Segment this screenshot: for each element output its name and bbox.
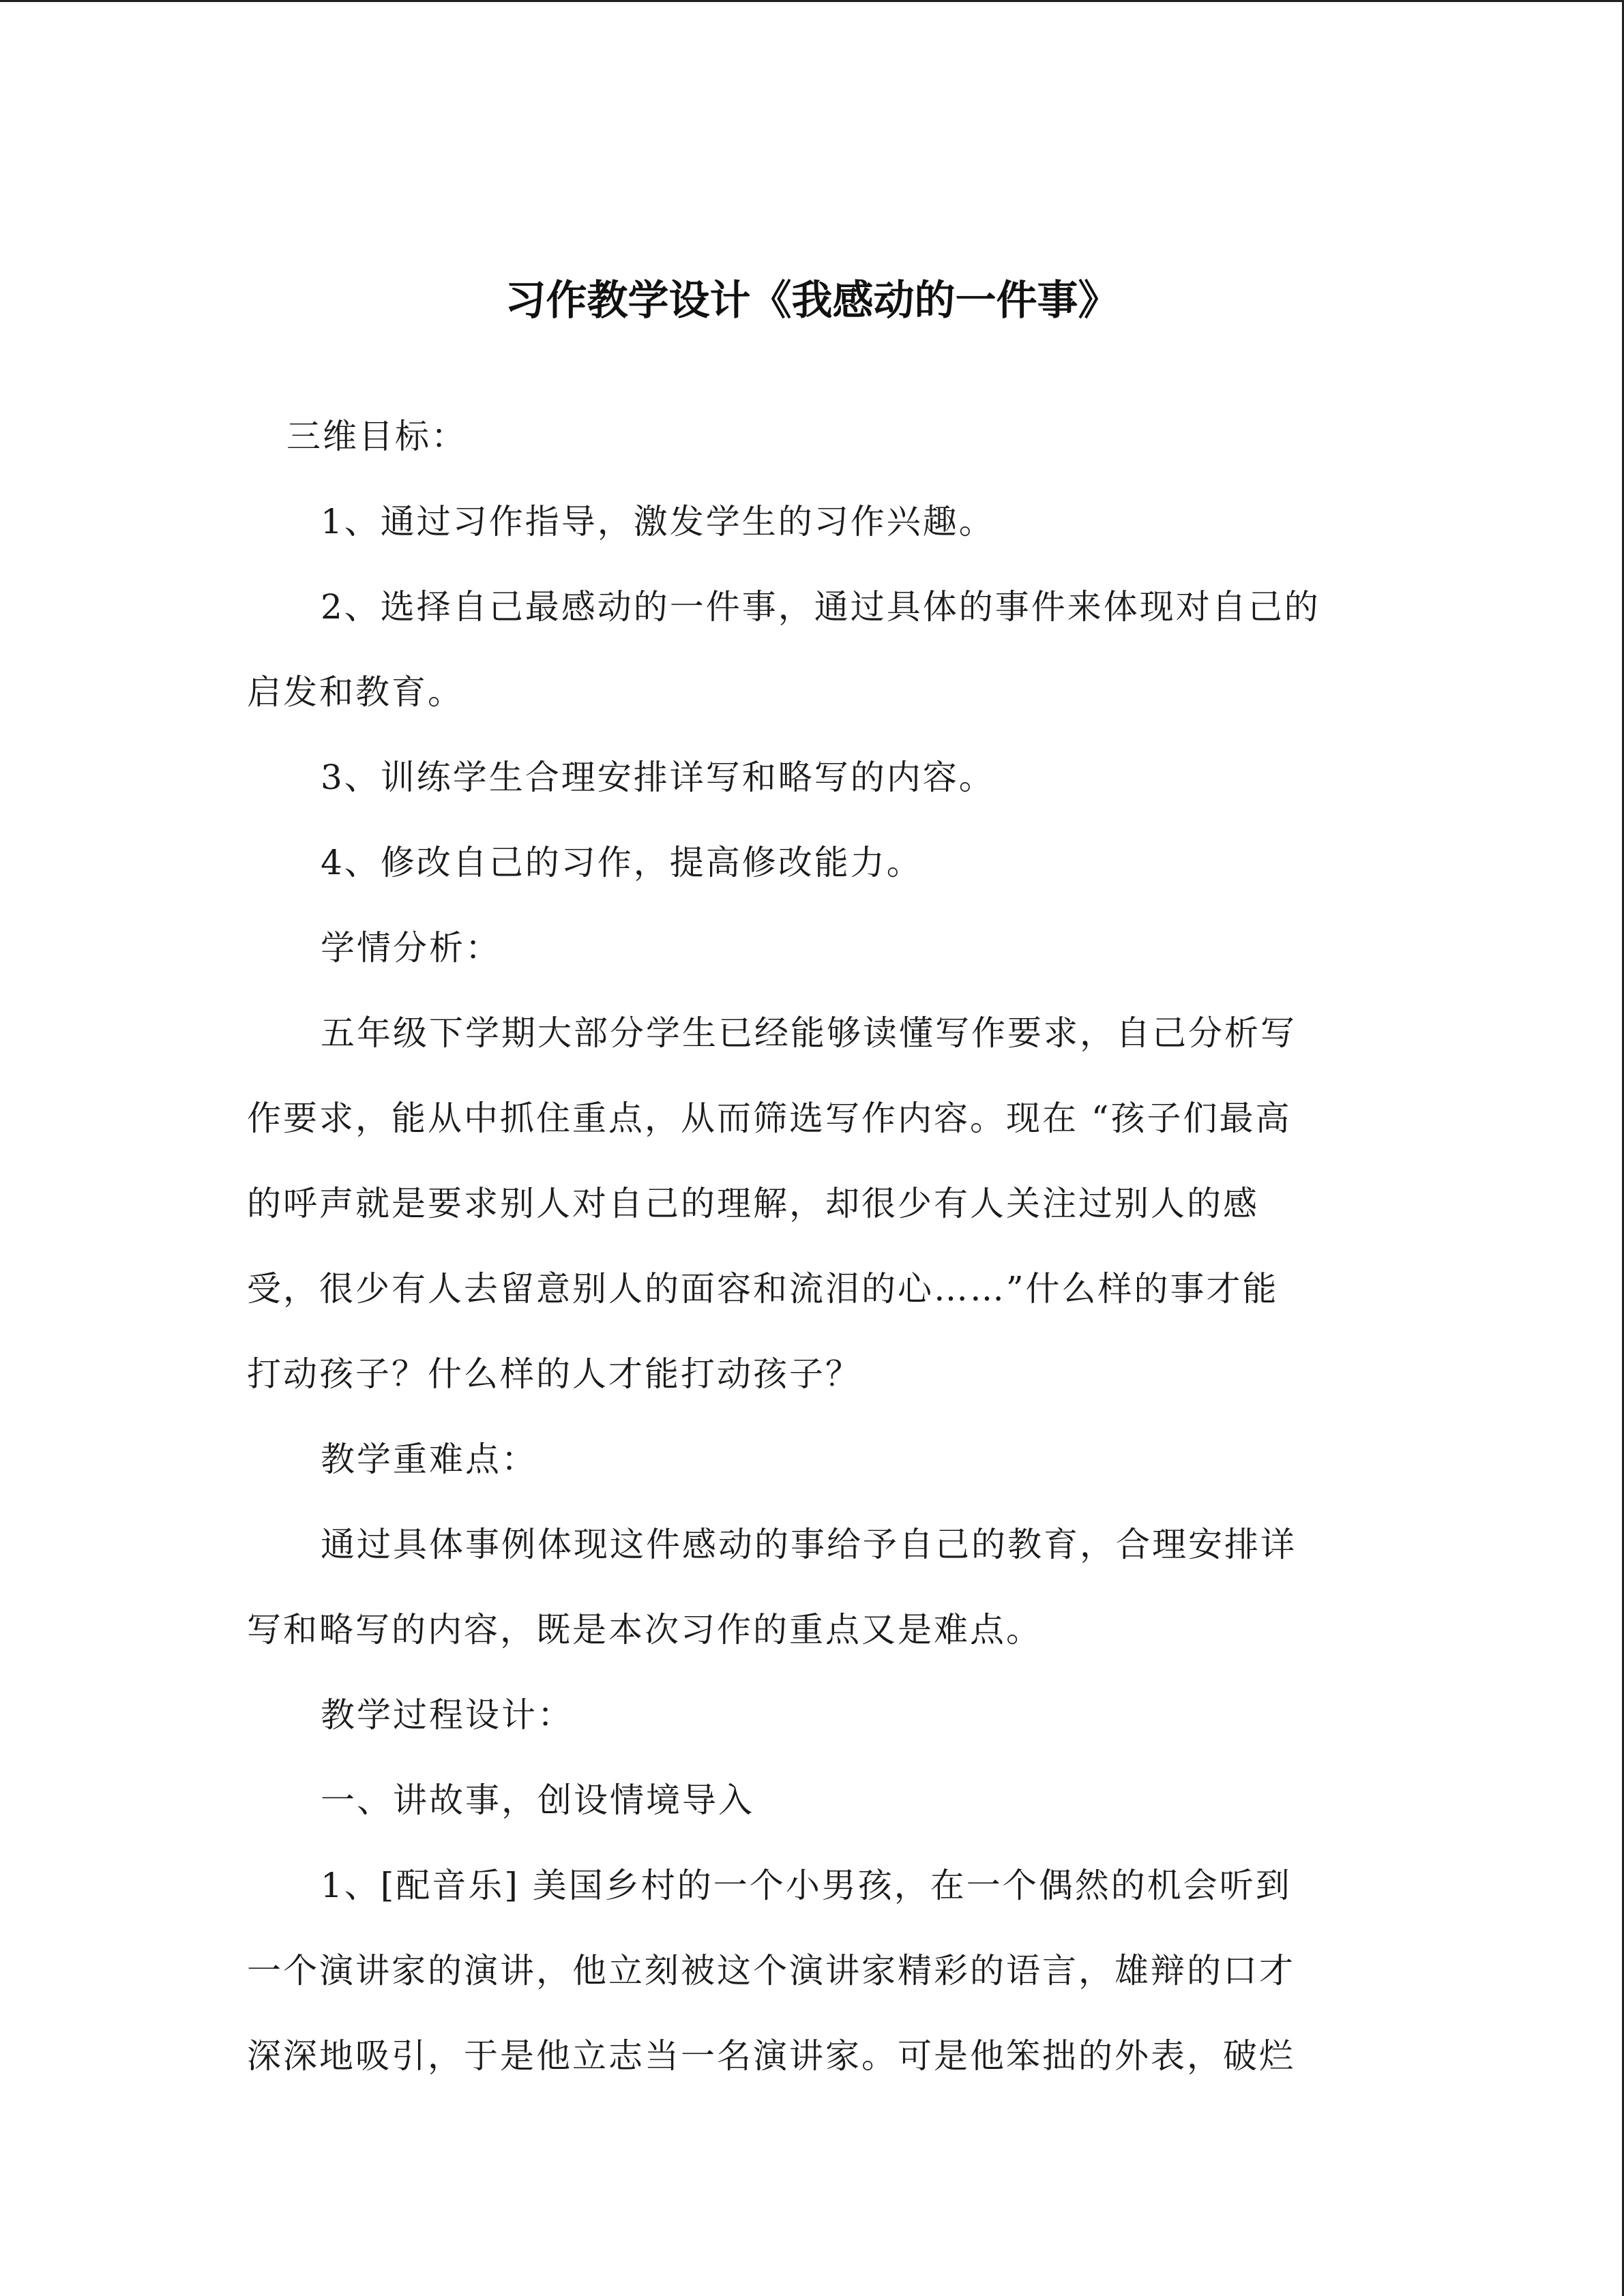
text-line-6: 4、修改自己的习作，提高修改能力。 <box>321 843 923 882</box>
text-line-7: 学情分析： <box>321 928 501 968</box>
text-line-16: 教学过程设计： <box>321 1695 574 1735</box>
text-line-17: 一、讲故事，创设情境导入 <box>321 1780 754 1820</box>
text-line-2: 1、通过习作指导，激发学生的习作兴趣。 <box>321 502 995 541</box>
text-line-18: 1、[配音乐] 美国乡村的一个小男孩，在一个偶然的机会听到 <box>321 1866 1292 1905</box>
text-line-13: 教学重难点： <box>321 1440 537 1479</box>
text-line-14: 通过具体事例体现这件感动的事给予自己的教育，合理安排详 <box>321 1525 1297 1564</box>
text-line-12: 打动孩子？什么样的人才能打动孩子？ <box>247 1354 861 1394</box>
text-line-4: 启发和教育。 <box>247 672 464 712</box>
text-line-3: 2、选择自己最感动的一件事，通过具体的事件来体现对自己的 <box>321 587 1320 627</box>
text-line-8: 五年级下学期大部分学生已经能够读懂写作要求，自己分析写 <box>321 1013 1297 1053</box>
text-line-1: 三维目标： <box>286 417 467 456</box>
text-line-11: 受，很少有人去留意别人的面容和流泪的心……”什么样的事才能 <box>247 1269 1279 1309</box>
text-line-5: 3、训练学生合理安排详写和略写的内容。 <box>321 758 995 797</box>
text-line-15: 写和略写的内容，既是本次习作的重点又是难点。 <box>247 1610 1042 1650</box>
text-line-20: 深深地吸引，于是他立志当一名演讲家。可是他笨拙的外表，破烂 <box>247 2036 1295 2076</box>
document-title: 习作教学设计《我感动的一件事》 <box>505 277 1119 325</box>
text-line-10: 的呼声就是要求别人对自己的理解，却很少有人关注过别人的感 <box>247 1184 1259 1223</box>
text-line-9: 作要求，能从中抓住重点，从而筛选写作内容。现在 “孩子们最高 <box>247 1099 1292 1138</box>
text-line-19: 一个演讲家的演讲，他立刻被这个演讲家精彩的语言，雄辩的口才 <box>247 1951 1295 1991</box>
